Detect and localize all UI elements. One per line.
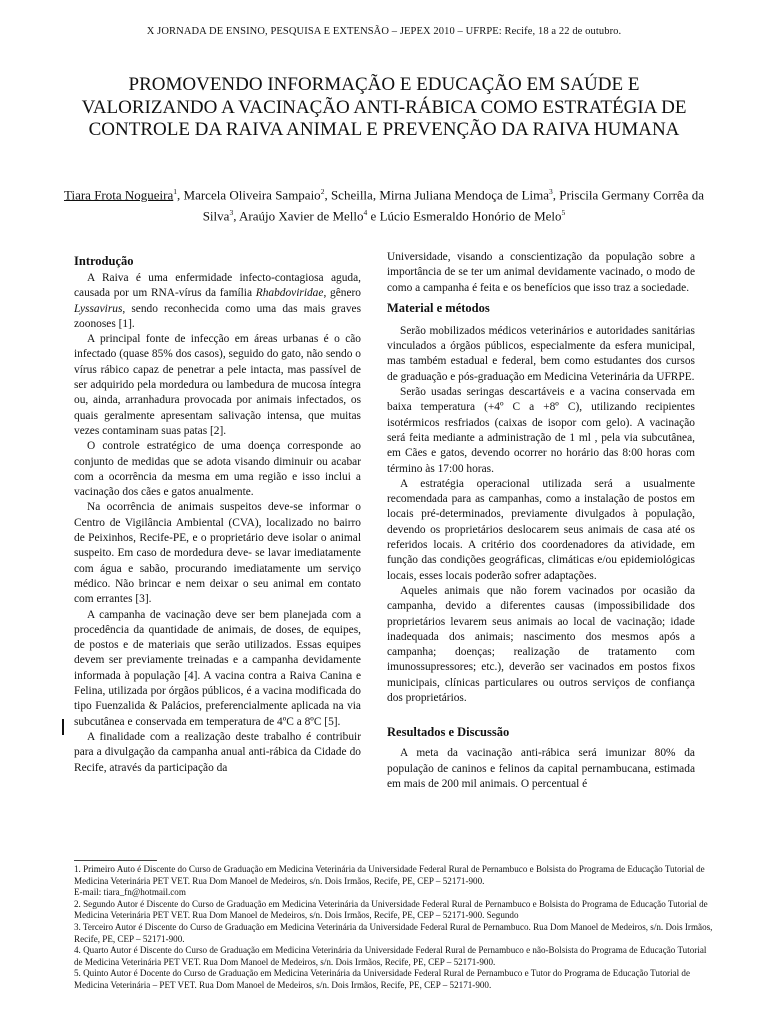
intro-paragraph: Na ocorrência de animais suspeitos deve-se informar o Centro de Vigilância Ambiental (CVA), localizado no bairro de Peixinhos, Recife-PE, e o proprietário deve isolar o animal suspeito. Em caso de mordedura deve- se lavar imediatamente com água e sabão, procurando imediatamente um serviço médico. Não brincar e nem deixar o seu animal em contato com errantes [3].: [74, 501, 361, 606]
author-affiliation: 3: [548, 187, 553, 196]
author-name: Araújo Xavier de Mello: [238, 208, 364, 224]
paper-title: PROMOVENDO INFORMAÇÃO E EDUCAÇÃO EM SAÚDE E VALORIZANDO A VACINAÇÃO ANTI-RÁBICA COMO ESTRATÉGIA DE CONTROLE DA RAIVA ANIMAL E PREVENÇÃO DA RAIVA HUMANA: [81, 74, 687, 140]
intro-text: , gênero: [323, 287, 361, 300]
author-separator: ,: [177, 187, 184, 203]
author-affiliation: 5: [561, 208, 566, 218]
footnote-separator: [74, 860, 157, 861]
footnote-2: 2. Segundo Autor é Discente do Curso de Graduação em Medicina Veterinária da Universidade Federal Rural de Pernambuco e Bolsista do Programa de Educação Tutorial de Medicina Veterinária PET VET. Rua Dom Manoel de Medeiros, s/n. Dois Irmãos, Recife, PE, CEP – 52171-900. Segundo: [74, 898, 708, 921]
results-paragraph: A meta da vacinação anti-rábica será imunizar 80% da população de caninos e felinos da capital pernambucana, estimada em mais de 200 mil animais. O percentual é: [387, 747, 695, 790]
running-header: X JORNADA DE ENSINO, PESQUISA E EXTENSÃO – JEPEX 2010 – UFRPE: Recife, 18 a 22 de outubro.: [146, 26, 622, 37]
intro-paragraph-continued: Universidade, visando a conscientização da população sobre a importância de se ter um animal devidamente vacinado, o modo de como a campanha é feita e os benefícios que isso traz a sociedade.: [387, 251, 695, 294]
author-separator: ,: [324, 187, 331, 203]
intro-paragraph: A campanha de vacinação deve ser bem planejada com a procedência da quantidade de animais, de doses, de equipes, de postos e de materiais que serão utilizados. Essas equipes devem ser previamente treinadas e a campanha devidamente informada à população [4]. A vacina contra a Raiva Canina e Felina, utilizada por órgãos públicos, é a vacina modificada do tipo Fuenzalida & Palácios, preferencialmente aplicada na via subcutânea e conservada em temperatura de 4ºC a 8ºC [5].: [74, 608, 361, 728]
intro-paragraph: O controle estratégico de uma doença corresponde ao conjunto de medidas que se adota visando diminuir ou acabar com a ocorrência da mesma em uma região e isso inclui a vacinação dos cães e gatos anualmente.: [74, 440, 361, 499]
methods-paragraph: Serão mobilizados médicos veterinários e autoridades sanitárias vinculados a órgãos públicos, especialmente da esfera municipal, mas também estadual e federal, bem como estudantes dos cursos de graduação e pós-graduação em Medicina Veterinária da UFRPE.: [387, 324, 695, 383]
left-column: [74, 250, 361, 776]
footnote-4: 4. Quarto Autor é Discente do Curso de Graduação em Medicina Veterinária da Universidade Federal Rural de Pernambuco e não-Bolsista do Programa de Educação Tutorial de Medicina Veterinária PET VET. Rua Dom Manoel de Medeiros, s/n. Dois Irmãos, Recife, PE, CEP – 52171-900.: [74, 945, 707, 967]
author-name: Priscila Germany Corrêa da Silva: [202, 187, 704, 224]
section-heading-resultados: Resultados e Discussão: [387, 725, 510, 740]
author-name: Scheilla, Mirna Juliana Mendoça de Lima: [330, 187, 549, 203]
family-name: Rhabdoviridae: [255, 287, 324, 300]
intro-paragraph: A finalidade com a realização deste trabalho é contribuir para a divulgação da campanha anual anti-rábica da Cidade do Recife, através da participação da: [74, 730, 361, 774]
author-affiliation: 1: [173, 187, 178, 196]
footnote-5: 5. Quinto Autor é Docente do Curso de Graduação em Medicina Veterinária da Universidade Federal Rural de Pernambuco e Tutor do Programa de Educação Tutorial de Medicina Veterinária – PET VET. Rua Dom Manoel de Medeiros, s/n. Dois Irmãos, Recife, PE, CEP – 52171-900.: [74, 968, 691, 990]
author-affiliation: 4: [363, 208, 368, 218]
text-cursor-marker: [62, 719, 64, 735]
footnote-3: 3. Terceiro Autor é Discente do Curso de Graduação em Medicina Veterinária da Universidade Federal Rural de Pernambuco. Rua Dom Manoel de Medeiros, s/n. Dois Irmãos, Recife, PE, CEP – 52171-900.: [74, 921, 713, 944]
methods-paragraph: Aqueles animais que não forem vacinados por ocasião da campanha, devido a diferentes causas (impossibilidade dos proprietários levarem seus animais ao local de vacinação; idade inadequada dos animais; nascimento dos mesmos após a campanha; doenças; realização de tratamento com imunossupressores; etc.), deverão ser vacinados em postos fixos municipais, clínicas particulares ou outros serviços de confiança dos proprietários.: [387, 584, 695, 705]
section-heading-introducao: Introdução: [74, 254, 134, 268]
author-name: Lúcio Esmeraldo Honório de Melo: [379, 208, 562, 224]
intro-paragraph: A principal fonte de infecção em áreas urbanas é o cão infectado (quase 85% dos casos), seguido do gato, não sendo o vírus rábico capaz de penetrar a pele intacta, mas passível de ser adquirido pela mordedura ou lambedura de mucosa íntegra ou, ainda, arranhadura provocada por animais infectados, os quais geralmente apresentam salivação intensa, que muitas vezes contaminam suas patas [2].: [74, 333, 361, 437]
intro-text: , sendo reconhecida como uma das mais graves zoonoses [1].: [74, 302, 361, 330]
author-separator: e: [367, 208, 380, 224]
section-heading-material-metodos: Material e métodos: [387, 300, 490, 315]
genus-name: Lyssavirus: [74, 302, 123, 315]
author-list: [58, 183, 710, 226]
intro-paragraph: [74, 271, 361, 332]
author-name: Marcela Oliveira Sampaio: [183, 187, 321, 203]
author-affiliation: 3: [229, 208, 234, 218]
footnotes: [74, 864, 714, 992]
author-separator: ,: [233, 208, 239, 224]
right-column: [387, 250, 695, 792]
intro-text: A Raiva é uma enfermidade infecto-contagiosa aguda, causada por um RNA-vírus da família: [74, 272, 361, 300]
footnote-1: 1. Primeiro Auto é Discente do Curso de Graduação em Medicina Veterinária da Universidade Federal Rural de Pernambuco e Bolsista do Programa de Educação Tutorial de Medicina Veterinária PET VET. Rua Dom Manoel de Medeiros, s/n. Dois Irmãos, Recife, PE, CEP – 52171-900.: [74, 864, 705, 886]
author-separator: ,: [552, 187, 560, 203]
methods-paragraph: A estratégia operacional utilizada será a usualmente recomendada para as campanhas, como a instalação de postos em locais pré-determinados, previamente divulgados à população, devendo os proprietários deslocarem seus animais de casa até os referidos locais. A critério dos coordenadores da atividade, em função das condições geográficas, climáticas e/ou epidemiológicas locais, esses locais poderão sofrer adaptações.: [387, 477, 695, 582]
author-name: Tiara Frota Nogueira: [63, 187, 174, 203]
author-affiliation: 2: [320, 187, 325, 196]
methods-paragraph: Serão usadas seringas descartáveis e a vacina conservada em baixa temperatura (+4º C a +8º C), utilizando recipientes isotérmicos resfriados (caixas de isopor com gelo). A vacinação será feita mediante a administração de 1 ml , pela via subcutânea, em Cães e gatos, devendo ocorrer no horário das 8:00 horas com término às 17:00 horas.: [387, 386, 695, 475]
footnote-email: E-mail: tiara_fn@hotmail.com: [74, 887, 186, 898]
